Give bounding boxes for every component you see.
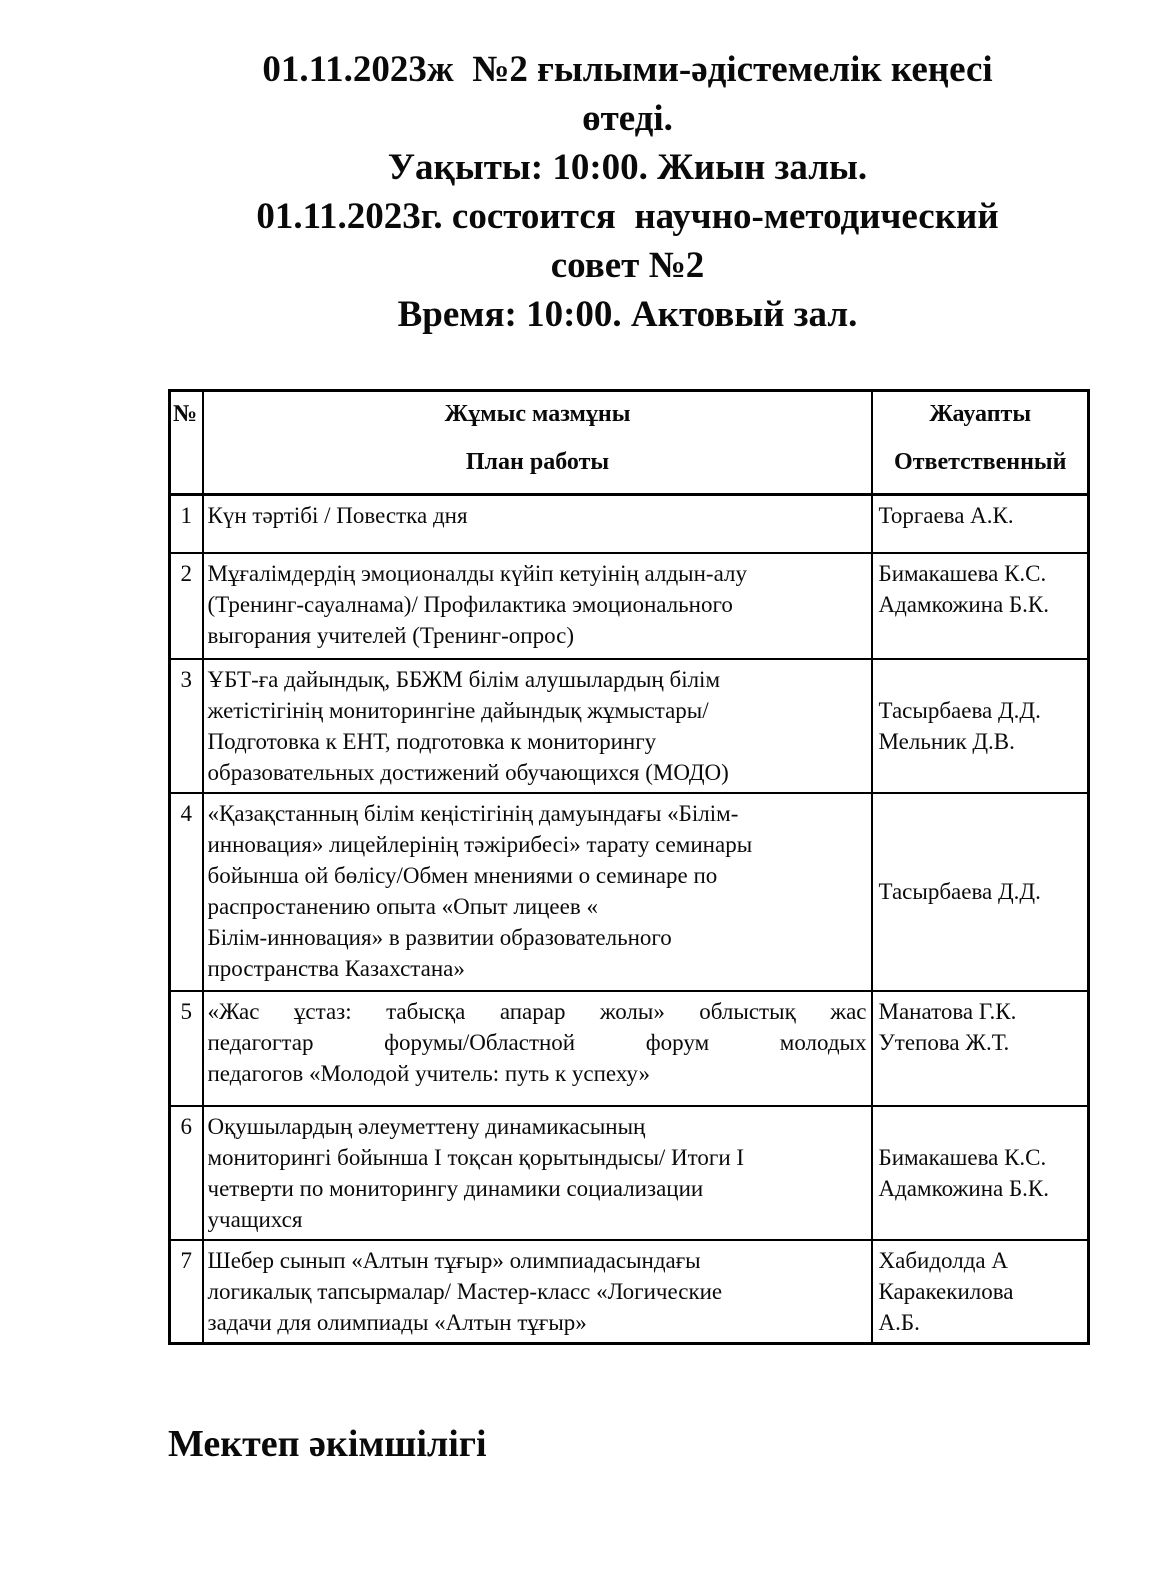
row-content-line: Шебер сынып «Алтын тұғыр» олимпиадасындағы: [207, 1247, 701, 1273]
row-content-line: выгорания учителей (Тренинг-опрос): [207, 622, 575, 648]
title-line-ru-time: Время: 10:00. Актовый зал.: [397, 294, 858, 335]
column-header-responsible-kk: Жауапты: [929, 401, 1032, 427]
row-content-line: жетістігінің мониторингіне дайындық жұмыстары/: [207, 697, 709, 723]
row-content-line: бойынша ой бөлісу/Обмен мнениями о семинаре по: [207, 862, 718, 888]
row-content: [203, 495, 872, 553]
row-content: [203, 1240, 872, 1344]
row-number: 7: [170, 1240, 203, 1344]
row-content-line: ҰБТ-ға дайындық, ББЖМ білім алушылардың білім: [207, 666, 721, 692]
row-content-line: учащихся: [207, 1206, 303, 1232]
row-number: 6: [170, 1106, 203, 1240]
title-line-kk-2: өтеді.: [582, 98, 673, 139]
row-responsible-name: Адамкожина Б.К.: [878, 591, 1050, 617]
title-line-kk-1: 01.11.2023ж №2 ғылыми-әдістемелік кеңесі: [262, 49, 993, 90]
row-responsible: [872, 991, 1089, 1106]
row-responsible-name: Адамкожина Б.К.: [878, 1175, 1050, 1201]
table-row: [170, 991, 1089, 1106]
column-header-responsible: [872, 391, 1089, 495]
row-responsible: [872, 495, 1089, 553]
row-content-line: (Тренинг-сауалнама)/ Профилактика эмоционального: [207, 591, 733, 617]
row-responsible-name: Тасырбаева Д.Д.: [878, 697, 1041, 723]
column-header-content-kk: Жұмыс мазмұны: [444, 401, 631, 427]
row-responsible-name: Хабидолда А: [878, 1247, 1008, 1273]
row-content: [203, 1106, 872, 1240]
row-content-line: мониторингі бойынша I тоқсан қорытындысы/ Итоги I: [207, 1144, 745, 1170]
row-number: 2: [170, 553, 203, 659]
title-line-ru-1: 01.11.2023г. состоится научно-методический: [256, 196, 999, 237]
row-responsible: [872, 1106, 1089, 1240]
table-row: [170, 495, 1089, 553]
row-content-line: Подготовка к ЕНТ, подготовка к мониторингу: [207, 728, 657, 754]
table-row: [170, 1240, 1089, 1344]
row-content-line: Күн тәртібі / Повестка дня: [207, 503, 468, 528]
row-content-line: инновация» лицейлерінің тәжірибесі» тарату семинары: [207, 831, 753, 857]
row-content: [203, 553, 872, 659]
row-content-line: логикалық тапсырмалар/ Мастер-класс «Логические: [207, 1278, 723, 1304]
row-content-line: «Қазақстанның білім кеңістігінің дамуындағы «Білім-: [207, 800, 739, 826]
row-responsible-name: Мельник Д.В.: [878, 728, 1015, 754]
row-responsible-name: Манатова Г.К.: [878, 998, 1017, 1024]
document-title: [168, 45, 1087, 339]
table-header-row: [170, 391, 1089, 495]
row-content-line: четверти по мониторингу динамики социализации: [207, 1175, 704, 1201]
row-responsible-name: Тасырбаева Д.Д.: [878, 879, 1041, 904]
row-content-line: Білім-инновация» в развитии образовательного: [207, 924, 672, 950]
row-responsible-name: Утепова Ж.Т.: [878, 1029, 1010, 1055]
row-number: 3: [170, 659, 203, 793]
column-header-responsible-ru: Ответственный: [894, 449, 1067, 475]
row-responsible-name: Бимакашева К.С.: [878, 560, 1047, 586]
row-responsible: [872, 793, 1089, 991]
row-content-line: распростанению опыта «Опыт лицеев «: [207, 893, 598, 919]
work-plan-table: [168, 389, 1090, 1345]
row-responsible: [872, 553, 1089, 659]
document-page: [168, 0, 1087, 1466]
row-responsible: [872, 659, 1089, 793]
signature: Мектеп әкімшілігі: [168, 1422, 487, 1465]
title-line-ru-2: совет №2: [550, 245, 705, 286]
table-row: [170, 659, 1089, 793]
row-content-line: Мұғалімдердің эмоционалды күйіп кетуінің алдын-алу: [207, 560, 747, 586]
row-responsible: [872, 1240, 1089, 1344]
row-number: 4: [170, 793, 203, 991]
row-responsible-name: Бимакашева К.С.: [878, 1144, 1047, 1170]
row-responsible-name: Каракекилова: [878, 1278, 1014, 1304]
row-number: 1: [170, 495, 203, 553]
row-content: [203, 991, 872, 1106]
row-content-line: «Жас ұстаз: табысқа апарар жолы» облыстық жас: [207, 998, 867, 1024]
row-responsible-name: А.Б.: [878, 1309, 920, 1335]
row-content-line: педагогтар форумы/Областной форум молодых: [207, 1029, 867, 1055]
row-content-line: образовательных достижений обучающихся (МОДО): [207, 759, 729, 785]
column-header-content: [203, 391, 872, 495]
table-row: [170, 793, 1089, 991]
row-content: [203, 793, 872, 991]
row-content-line: задачи для олимпиады «Алтын тұғыр»: [207, 1309, 587, 1335]
table-row: [170, 553, 1089, 659]
title-line-kk-time: Уақыты: 10:00. Жиын залы.: [387, 147, 868, 188]
row-content-line: пространства Казахстана»: [207, 955, 465, 981]
column-header-content-ru: План работы: [465, 449, 610, 475]
table-row: [170, 1106, 1089, 1240]
row-content-line: Оқушылардың әлеуметтену динамикасының: [207, 1113, 646, 1139]
column-header-number: №: [170, 391, 203, 495]
row-content: [203, 659, 872, 793]
row-number: 5: [170, 991, 203, 1106]
row-responsible-name: Торгаева А.К.: [878, 503, 1014, 528]
row-content-line: педагогов «Молодой учитель: путь к успеху»: [207, 1060, 650, 1086]
